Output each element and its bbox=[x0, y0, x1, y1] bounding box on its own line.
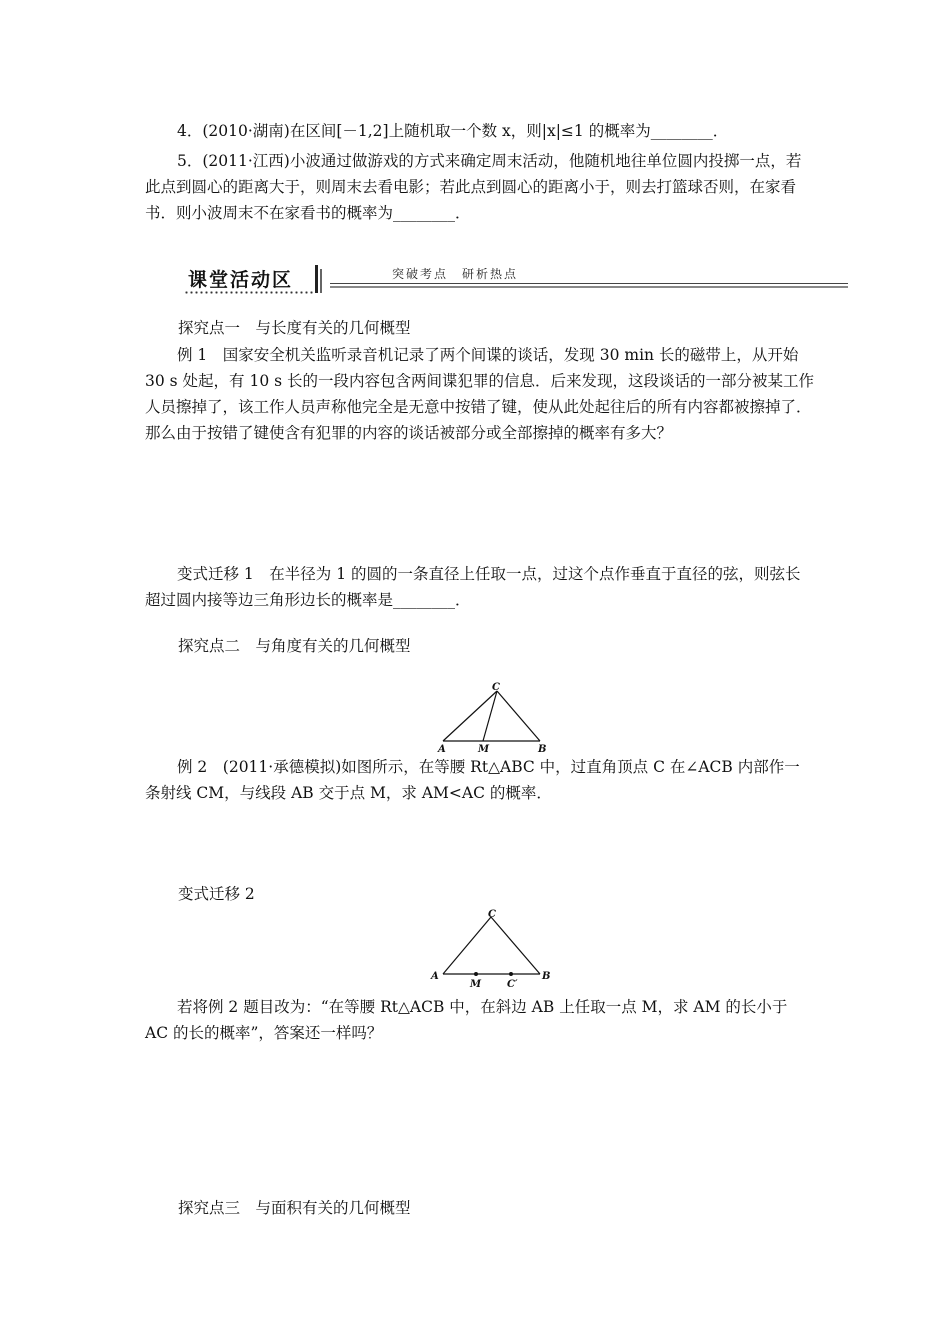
exercise-5-text: 5．(2011·江西)小波通过做游戏的方式来确定周末活动，他随机地往单位圆内投掷一点，若此点到圆心的距离大于，则周末去看电影；若此点到圆心的距离小于，则去打篮球否则，在家看书．则小波周末不在家看书的概率为________． bbox=[145, 152, 802, 222]
vertex-label-b: B bbox=[538, 744, 547, 755]
section-banner bbox=[180, 263, 848, 295]
banner-divider bbox=[315, 265, 318, 293]
variant-2 bbox=[145, 994, 815, 1046]
vertex-label-c: C bbox=[488, 909, 496, 920]
banner-rule-thick bbox=[330, 286, 848, 288]
banner-title: 课堂活动区 bbox=[188, 269, 294, 291]
variant-2-text: 若将例 2 题目改为：“在等腰 Rt△ACB 中，在斜边 AB 上任取一点 M，求 AM 的长小于 AC 的长的概率”，答案还一样吗？ bbox=[145, 998, 788, 1042]
example-1-text: 例 1 国家安全机关监听录音机记录了两个间谍的谈话，发现 30 min 长的磁带上，从开始 30 s 处起，有 10 s 长的一段内容包含两间谍犯罪的信息．后来发现，这段谈话的一部分被某工作人员擦掉了，该工作人员声称他完全是无意中按错了键，使从此处起往后的所有内容都被擦掉了．那么由于按错了键使含有犯罪的内容的谈话被部分或全部擦掉的概率有多大？ bbox=[145, 346, 814, 442]
point-label-m: M bbox=[470, 979, 482, 990]
point-c-prime-dot bbox=[509, 972, 513, 976]
section-2-heading: 探究点二 与角度有关的几何概型 bbox=[178, 637, 411, 655]
example-2 bbox=[145, 754, 815, 806]
variant-1-text: 变式迁移 1 在半径为 1 的圆的一条直径上任取一点，过这个点作垂直于直径的弦，则弦长超过圆内接等边三角形边长的概率是________． bbox=[145, 565, 801, 609]
section-3-heading: 探究点三 与面积有关的几何概型 bbox=[178, 1199, 411, 1217]
section-1-heading: 探究点一 与长度有关的几何概型 bbox=[178, 319, 411, 337]
banner-divider-secondary bbox=[320, 269, 322, 293]
banner-dotted-underline bbox=[184, 291, 314, 294]
point-m-dot bbox=[474, 972, 478, 976]
example-2-text: 例 2 (2011·承德模拟)如图所示，在等腰 Rt△ABC 中，过直角顶点 C 在∠ACB 内部作一条射线 CM，与线段 AB 交于点 M，求 AM<AC 的概率． bbox=[145, 758, 800, 802]
point-label-m: M bbox=[478, 744, 490, 755]
variant-2-label: 变式迁移 2 bbox=[178, 885, 255, 903]
vertex-label-a: A bbox=[431, 971, 439, 982]
variant-1 bbox=[145, 561, 815, 613]
banner-rule bbox=[330, 283, 848, 284]
triangle-figure-1 bbox=[430, 680, 560, 756]
triangle-figure-2 bbox=[428, 906, 560, 992]
exercise-4-text: 4．(2010·湖南)在区间[－1,2]上随机取一个数 x，则|x|≤1 的概率为________． bbox=[177, 122, 729, 140]
exercise-4 bbox=[145, 118, 815, 144]
point-label-c-prime: C′ bbox=[507, 979, 518, 990]
exercise-5 bbox=[145, 148, 815, 226]
vertex-label-b: B bbox=[542, 971, 551, 982]
vertex-label-c: C bbox=[492, 682, 500, 693]
vertex-label-a: A bbox=[438, 744, 446, 755]
example-1 bbox=[145, 342, 815, 446]
banner-subtitle: 突破考点 研析热点 bbox=[392, 267, 519, 281]
